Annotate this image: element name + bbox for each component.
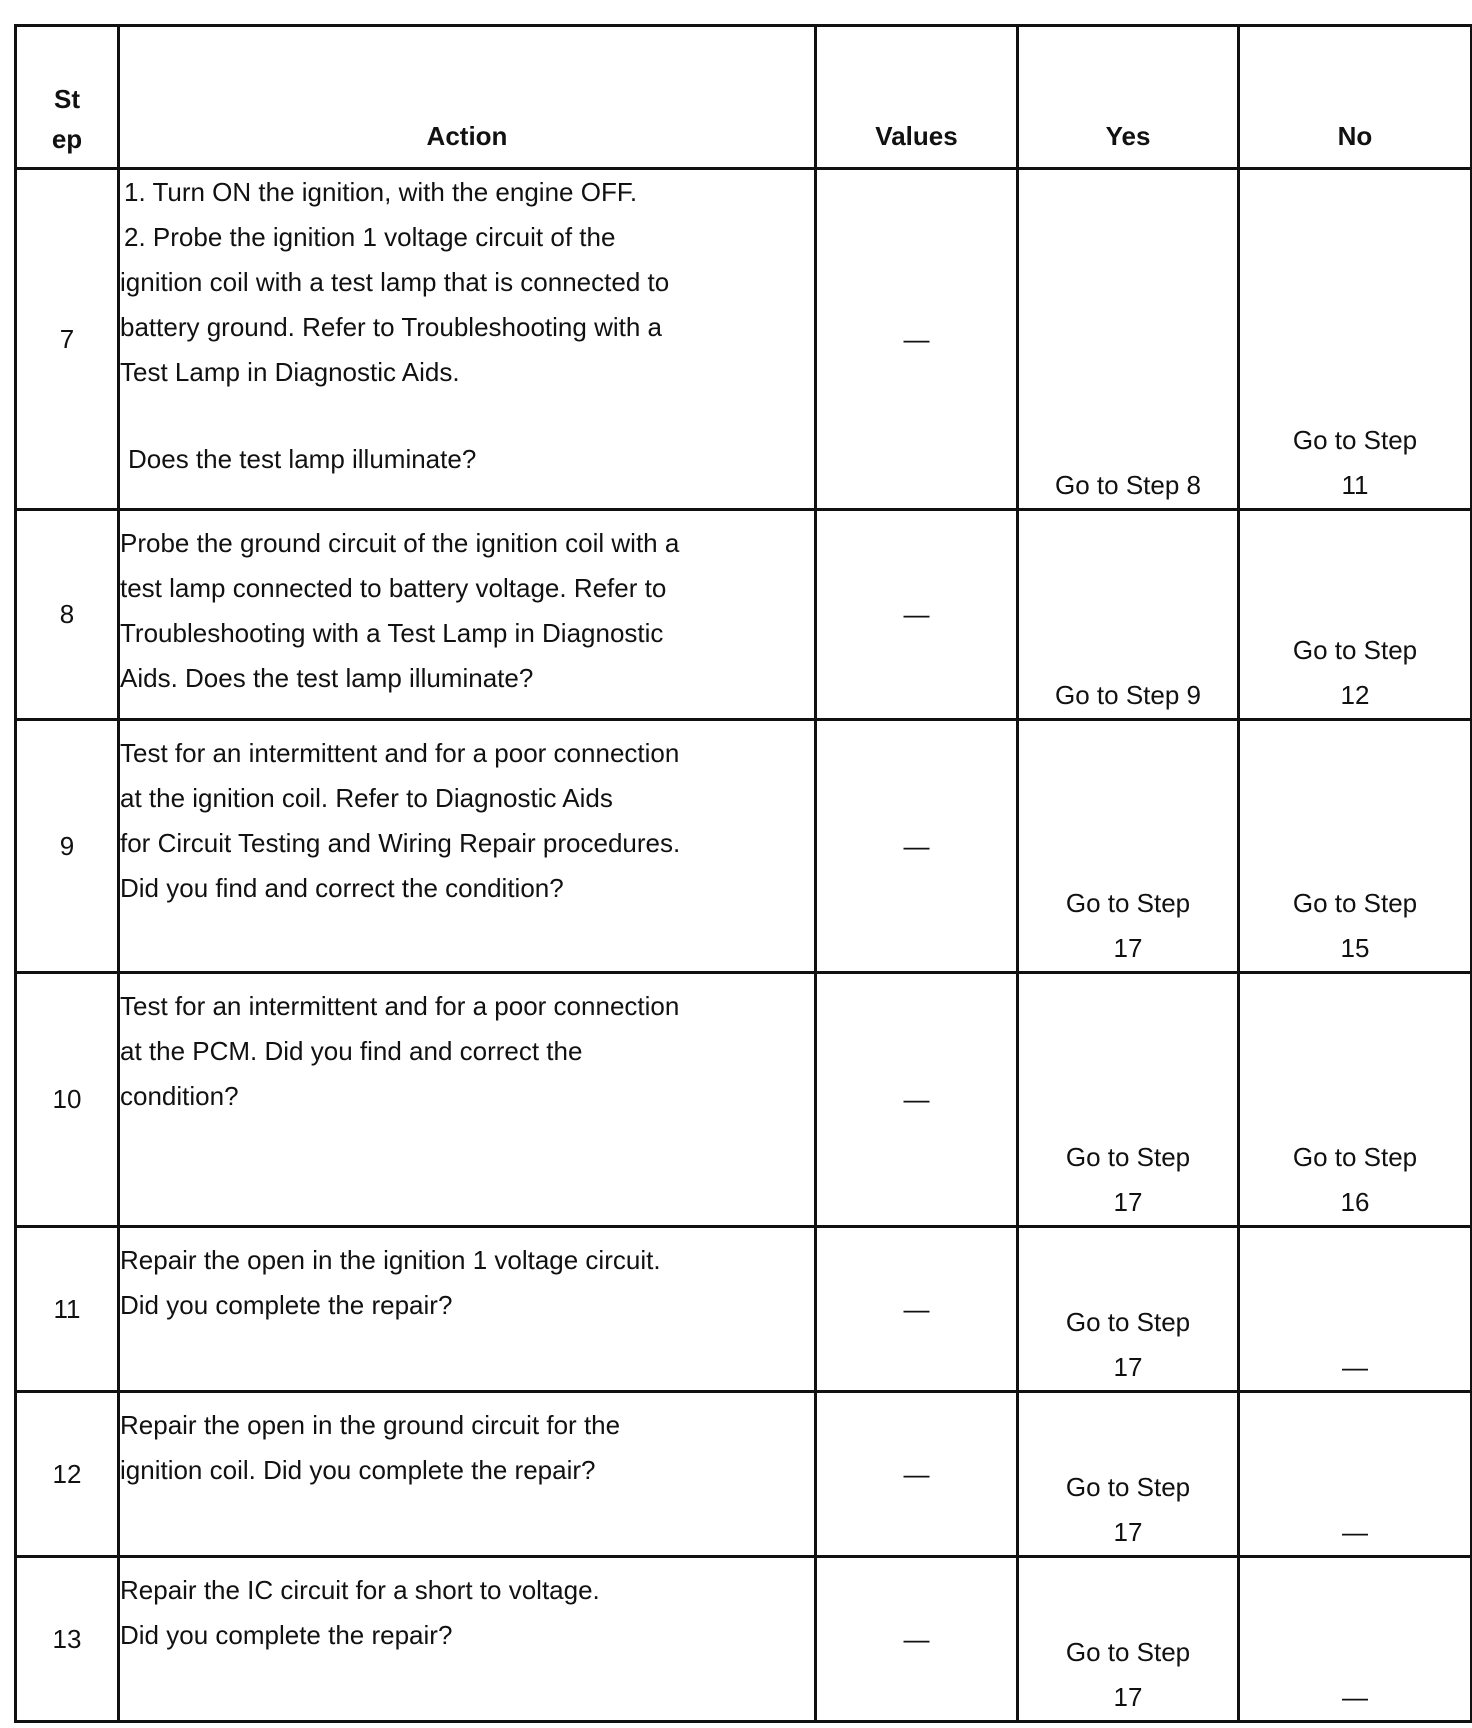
- step-number: 8: [16, 510, 119, 720]
- table-row: [16, 510, 1472, 720]
- table-row: [16, 169, 1472, 510]
- action-line: 2. Probe the ignition 1 voltage circuit of the: [124, 222, 616, 252]
- action-line: at the PCM. Did you find and correct the: [120, 1036, 583, 1066]
- action-line: Test Lamp in Diagnostic Aids.: [120, 357, 460, 387]
- no-cell: [1239, 1557, 1472, 1722]
- yes-cell: [1018, 1557, 1239, 1722]
- no-cell: [1239, 720, 1472, 973]
- action-line: Did you complete the repair?: [120, 1290, 453, 1320]
- values-cell: —: [816, 720, 1018, 973]
- table-row: [16, 720, 1472, 973]
- yes-header: Yes: [1018, 26, 1239, 169]
- no-link: —: [1342, 1517, 1368, 1547]
- yes-cell: [1018, 973, 1239, 1227]
- no-link: —: [1342, 1352, 1368, 1382]
- no-cell: [1239, 510, 1472, 720]
- values-cell: —: [816, 169, 1018, 510]
- values-cell: —: [816, 510, 1018, 720]
- action-line: Test for an intermittent and for a poor connection: [120, 991, 680, 1021]
- step-number: 9: [16, 720, 119, 973]
- action-cell: [119, 720, 816, 973]
- action-header: Action: [119, 26, 816, 169]
- values-cell: —: [816, 973, 1018, 1227]
- yes-cell: [1018, 510, 1239, 720]
- no-cell: [1239, 1227, 1472, 1392]
- table-row: [16, 973, 1472, 1227]
- step-number: 7: [16, 169, 119, 510]
- action-line: Did you find and correct the condition?: [120, 873, 564, 903]
- action-line: ignition coil with a test lamp that is connected to: [120, 267, 670, 297]
- yes-cell: [1018, 1392, 1239, 1557]
- no-cell: [1239, 973, 1472, 1227]
- yes-link: Go to Step 17: [1065, 1142, 1191, 1217]
- action-line: test lamp connected to battery voltage. Refer to: [120, 573, 667, 603]
- action-line: at the ignition coil. Refer to Diagnostic Aids: [120, 783, 613, 813]
- diagnostic-table: [14, 24, 1472, 1723]
- action-line: ignition coil. Did you complete the repair?: [120, 1455, 596, 1485]
- yes-cell: [1018, 720, 1239, 973]
- header-row: [16, 26, 1472, 169]
- table-row: [16, 1557, 1472, 1722]
- yes-link: Go to Step 8: [1055, 470, 1201, 500]
- no-link: Go to Step 15: [1292, 888, 1418, 963]
- yes-cell: [1018, 169, 1239, 510]
- action-cell: [119, 1557, 816, 1722]
- step-number: 12: [16, 1392, 119, 1557]
- values-header: Values: [816, 26, 1018, 169]
- values-cell: —: [816, 1392, 1018, 1557]
- action-line: Repair the open in the ignition 1 voltage circuit.: [120, 1245, 661, 1275]
- action-line: 1. Turn ON the ignition, with the engine OFF.: [124, 177, 638, 207]
- action-cell: [119, 510, 816, 720]
- no-link: —: [1342, 1682, 1368, 1712]
- yes-link: Go to Step 17: [1065, 1472, 1191, 1547]
- action-line: Test for an intermittent and for a poor connection: [120, 738, 680, 768]
- step-number: 13: [16, 1557, 119, 1722]
- action-line: Did you complete the repair?: [120, 1620, 453, 1650]
- yes-link: Go to Step 17: [1065, 1637, 1191, 1712]
- no-cell: [1239, 1392, 1472, 1557]
- step-number: 11: [16, 1227, 119, 1392]
- yes-cell: [1018, 1227, 1239, 1392]
- no-link: Go to Step 11: [1292, 425, 1418, 500]
- action-cell: [119, 1392, 816, 1557]
- no-link: Go to Step 16: [1292, 1142, 1418, 1217]
- action-question: Does the test lamp illuminate?: [128, 444, 477, 474]
- no-header: No: [1239, 26, 1472, 169]
- action-line: Troubleshooting with a Test Lamp in Diagnostic: [120, 618, 664, 648]
- table-row: [16, 1392, 1472, 1557]
- action-cell: [119, 169, 816, 510]
- action-cell: [119, 1227, 816, 1392]
- action-line: for Circuit Testing and Wiring Repair procedures.: [120, 828, 681, 858]
- step-header: St ep: [16, 26, 119, 169]
- action-line: condition?: [120, 1081, 239, 1111]
- action-line: Repair the IC circuit for a short to voltage.: [120, 1575, 600, 1605]
- yes-link: Go to Step 9: [1055, 680, 1201, 710]
- action-line: Probe the ground circuit of the ignition coil with a: [120, 528, 680, 558]
- action-line: Aids. Does the test lamp illuminate?: [120, 663, 534, 693]
- table-row: [16, 1227, 1472, 1392]
- action-line: Repair the open in the ground circuit for the: [120, 1410, 621, 1440]
- step-number: 10: [16, 973, 119, 1227]
- no-link: Go to Step 12: [1292, 635, 1418, 710]
- action-line: battery ground. Refer to Troubleshooting with a: [120, 312, 662, 342]
- yes-link: Go to Step 17: [1065, 888, 1191, 963]
- values-cell: —: [816, 1557, 1018, 1722]
- action-cell: [119, 973, 816, 1227]
- no-cell: [1239, 169, 1472, 510]
- values-cell: —: [816, 1227, 1018, 1392]
- yes-link: Go to Step 17: [1065, 1307, 1191, 1382]
